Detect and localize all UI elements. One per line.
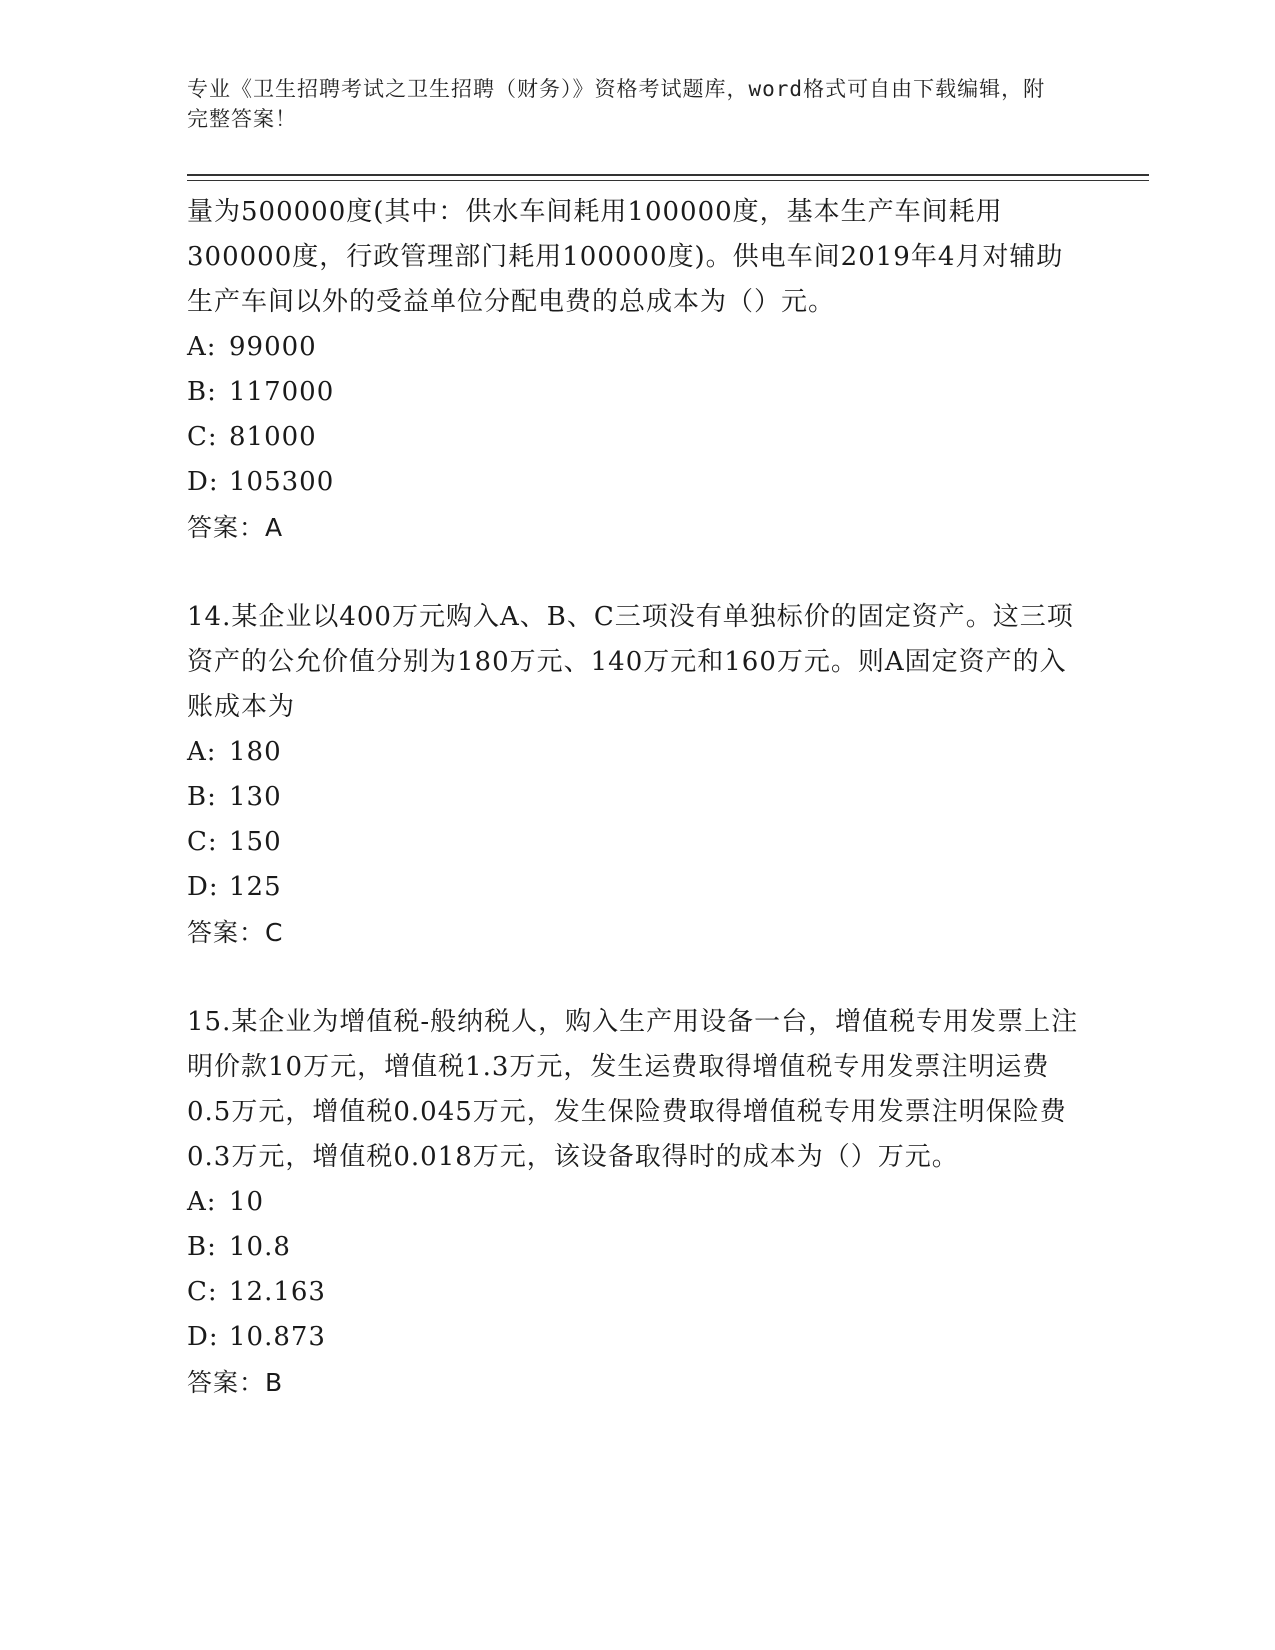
option-value: 10.8	[229, 1232, 291, 1262]
option-value: 10	[229, 1187, 265, 1217]
option-key: D:	[187, 1322, 219, 1352]
option-key: D:	[187, 872, 219, 902]
option-key: C:	[187, 422, 218, 452]
question-text: 量为500000度(其中：供水车间耗用100000度，基本生产车间耗用300000度，行政管理部门耗用100000度)。供电车间2019年4月对辅助生产车间以外的受益单位分配电费的总成本为（）元。	[187, 197, 1064, 317]
question-list	[187, 190, 1087, 1405]
option-key: D:	[187, 467, 219, 497]
option-value: 150	[229, 827, 282, 857]
header-rule-thin	[187, 180, 1149, 181]
question-block	[187, 1000, 1087, 1405]
option-c	[187, 820, 1087, 865]
question-text: 14.某企业以400万元购入A、B、C三项没有单独标价的固定资产。这三项资产的公允价值分别为180万元、140万元和160万元。则A固定资产的入账成本为	[187, 602, 1074, 722]
question-block	[187, 595, 1087, 955]
option-key: B:	[187, 1232, 217, 1262]
answer-line: 答案：C	[187, 918, 284, 947]
option-d	[187, 1315, 1087, 1360]
option-value: 12.163	[229, 1277, 326, 1307]
header-rule-thick	[187, 174, 1149, 176]
option-b	[187, 1225, 1087, 1270]
option-b	[187, 370, 1087, 415]
option-value: 125	[229, 872, 282, 902]
option-value: 81000	[229, 422, 317, 452]
option-key: A:	[187, 332, 217, 362]
option-d	[187, 865, 1087, 910]
option-a	[187, 730, 1087, 775]
option-a	[187, 325, 1087, 370]
spacer	[187, 955, 1087, 1000]
option-value: 105300	[229, 467, 335, 497]
option-value: 117000	[229, 377, 335, 407]
option-d	[187, 460, 1087, 505]
option-key: C:	[187, 1277, 218, 1307]
option-value: 99000	[229, 332, 317, 362]
spacer	[187, 550, 1087, 595]
option-a	[187, 1180, 1087, 1225]
option-key: C:	[187, 827, 218, 857]
answer-line: 答案：A	[187, 513, 284, 542]
option-key: B:	[187, 377, 217, 407]
option-value: 130	[229, 782, 282, 812]
option-c	[187, 415, 1087, 460]
question-text: 15.某企业为增值税-般纳税人，购入生产用设备一台，增值税专用发票上注明价款10万元，增值税1.3万元，发生运费取得增值税专用发票注明运费0.5万元，增值税0.045万元，发生保险费取得增值税专用发票注明保险费0.3万元，增值税0.018万元，该设备取得时的成本为（）万元。	[187, 1007, 1079, 1172]
answer-line: 答案：B	[187, 1368, 284, 1397]
option-value: 10.873	[229, 1322, 326, 1352]
document-header: 专业《卫生招聘考试之卫生招聘（财务）》资格考试题库，word格式可自由下载编辑，附完整答案！	[187, 77, 1046, 131]
option-c	[187, 1270, 1087, 1315]
option-key: A:	[187, 1187, 217, 1217]
option-key: A:	[187, 737, 217, 767]
option-value: 180	[229, 737, 282, 767]
option-b	[187, 775, 1087, 820]
question-block	[187, 190, 1087, 550]
option-key: B:	[187, 782, 217, 812]
